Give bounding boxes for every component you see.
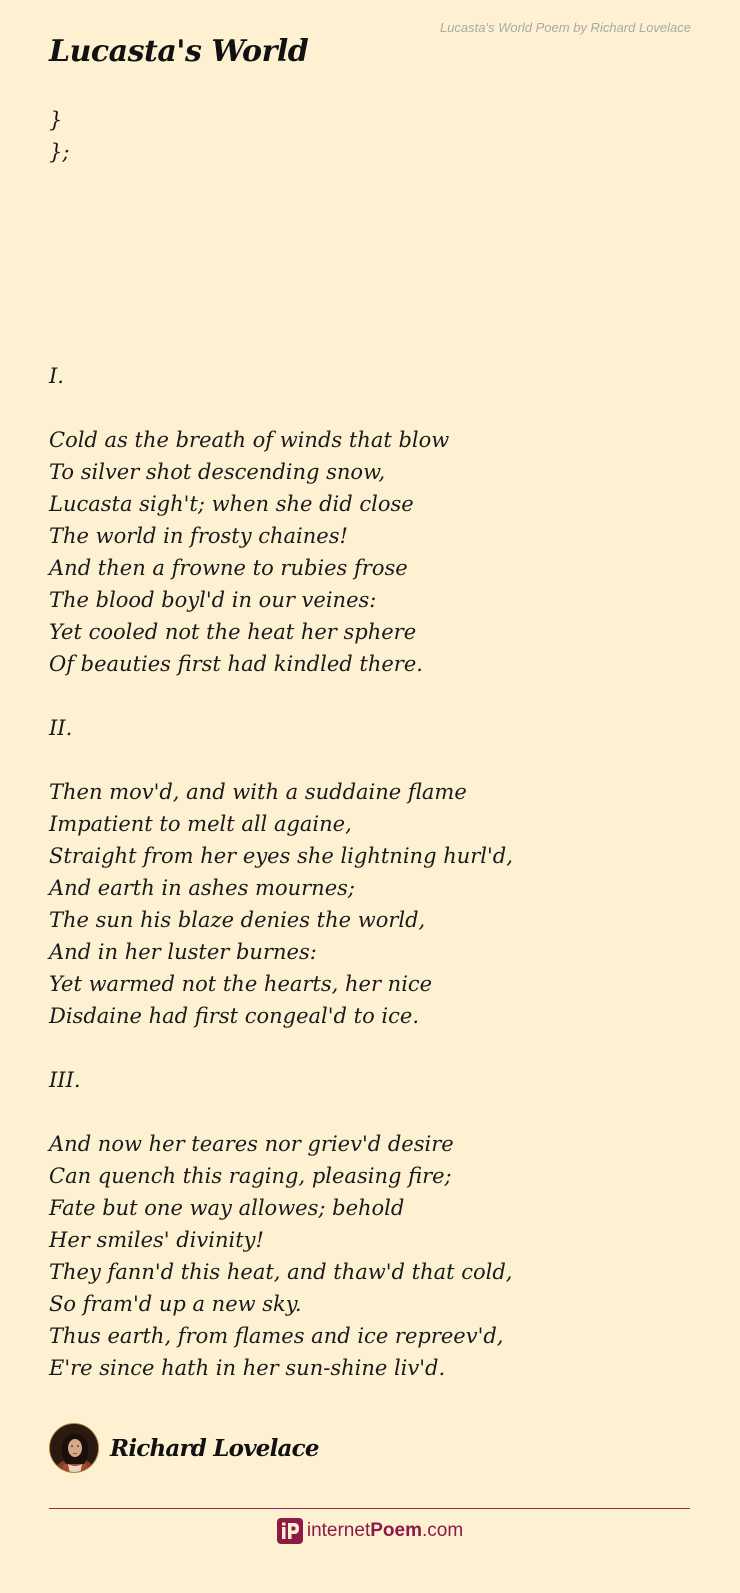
poem-line: Then mov'd, and with a suddaine flame (49, 780, 467, 804)
poem-line (49, 200, 689, 232)
poem-line: Lucasta sigh't; when she did close (49, 492, 414, 516)
poem-line (49, 264, 689, 296)
poem-line (49, 392, 689, 424)
poem-line: II. (49, 716, 73, 740)
poem-line: Straight from her eyes she lightning hurl'd, (49, 844, 513, 868)
header-caption: Lucasta's World Poem by Richard Lovelace (439, 20, 691, 35)
poem-line: The sun his blaze denies the world, (49, 908, 426, 932)
logo-prefix: internet (306, 1520, 371, 1541)
poem-line: }; (49, 140, 70, 164)
poem-line: Impatient to melt all againe, (49, 812, 352, 836)
logo-text (307, 1520, 463, 1542)
poem-line: Thus earth, from flames and ice repreev'd, (49, 1324, 504, 1348)
footer-divider (49, 1508, 690, 1509)
site-logo[interactable] (0, 1518, 740, 1544)
poem-line: Fate but one way allowes; behold (49, 1196, 405, 1220)
poem-line: Of beauties first had kindled there. (49, 652, 423, 676)
poem-line: The world in frosty chaines! (49, 524, 348, 548)
poem-line: Can quench this raging, pleasing fire; (49, 1164, 452, 1188)
poem-line: And in her luster burnes: (49, 940, 317, 964)
logo-suffix: .com (421, 1520, 464, 1541)
poem-line (49, 1032, 689, 1064)
poem-line: Yet cooled not the heat her sphere (49, 620, 417, 644)
author-avatar[interactable] (49, 1423, 99, 1473)
poem-line: } (49, 108, 63, 132)
logo-ip-icon (277, 1518, 303, 1544)
poem-line: Her smiles' divinity! (49, 1228, 264, 1252)
poem-line: I. (49, 364, 64, 388)
poem-line: And then a frowne to rubies frose (49, 556, 408, 580)
logo-bold: Poem (370, 1520, 422, 1541)
poem-line: And now her teares nor griev'd desire (49, 1132, 454, 1156)
poem-line: Cold as the breath of winds that blow (49, 428, 450, 452)
poem-line: III. (49, 1068, 81, 1092)
author-portrait-icon (50, 1424, 99, 1473)
poem-line: So fram'd up a new sky. (49, 1292, 302, 1316)
poem-line (49, 744, 689, 776)
poem-line: E're since hath in her sun-shine liv'd. (49, 1356, 446, 1380)
author-name[interactable]: Richard Lovelace (110, 1434, 319, 1462)
poem-line (49, 296, 689, 328)
poem-line: Disdaine had first congeal'd to ice. (49, 1004, 420, 1028)
poem-line (49, 232, 689, 264)
poem-line (49, 1096, 689, 1128)
poem-line: The blood boyl'd in our veines: (49, 588, 377, 612)
author-block[interactable] (49, 1422, 319, 1474)
poem-title: Lucasta's World (49, 34, 309, 69)
poem-line (49, 680, 689, 712)
poem-line (49, 328, 689, 360)
poem-line (49, 168, 689, 200)
poem-line: Yet warmed not the hearts, her nice (49, 972, 433, 996)
poem-line: They fann'd this heat, and thaw'd that cold, (49, 1260, 513, 1284)
poem-line: And earth in ashes mournes; (49, 876, 355, 900)
poem-body (49, 104, 689, 1384)
poem-line: To silver shot descending snow, (49, 460, 386, 484)
